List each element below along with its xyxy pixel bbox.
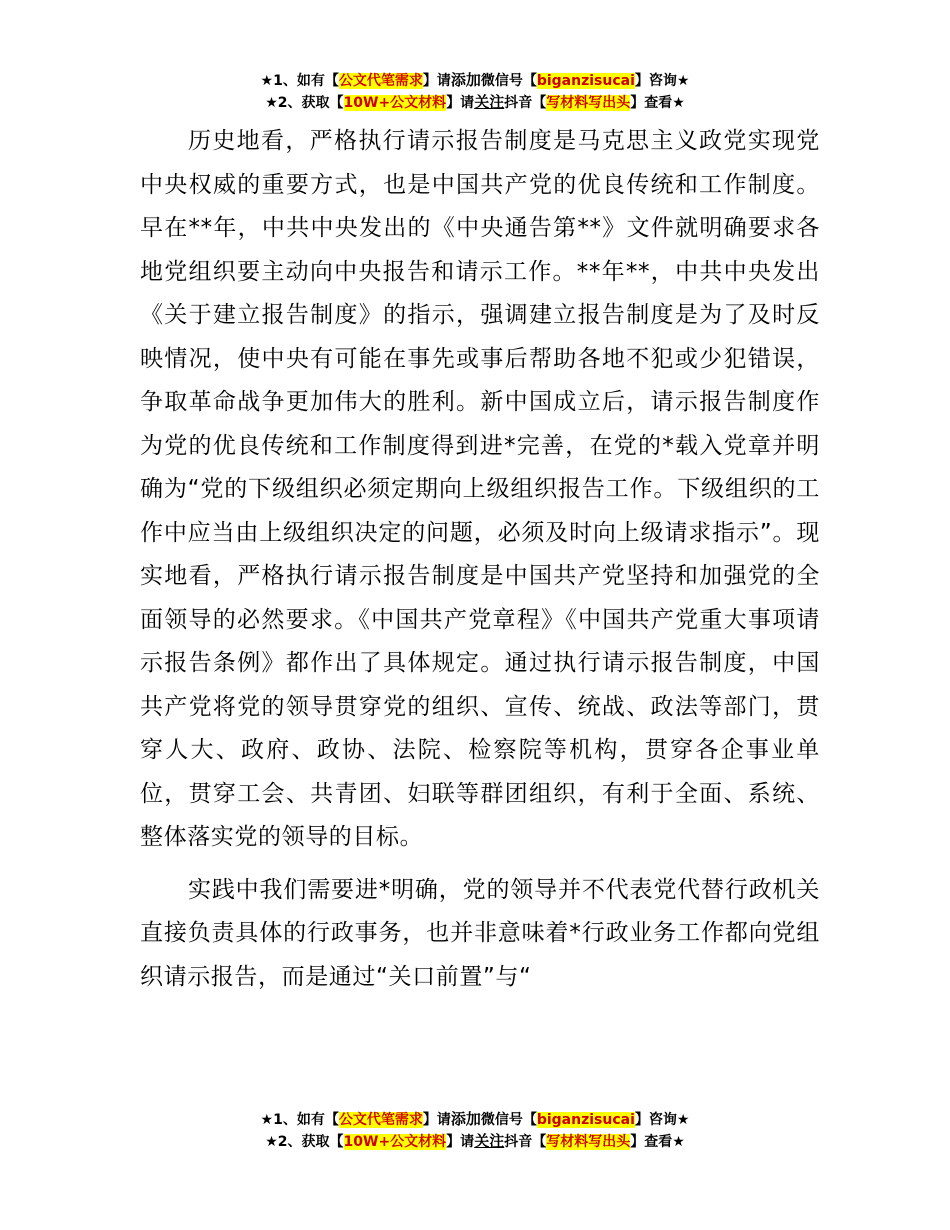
footer-line-1-highlight-wechat-id: biganzisucai (536, 1112, 635, 1128)
footer-line-2-highlight-douyin: 写材料写出头 (546, 1134, 631, 1150)
header-line-1-mid2: 微信号【 (480, 73, 537, 89)
footer-line-2-highlight-materials: 10W+公文材料 (343, 1134, 447, 1150)
header-line-2 (0, 91, 950, 113)
header-line-1 (0, 69, 950, 91)
footer-line-1-emphasis: 添加 (450, 1110, 481, 1128)
footer-line-1-suffix: 】咨询★ (634, 1112, 690, 1128)
header-line-1-highlight-wechat-id: biganzisucai (536, 73, 635, 89)
body-paragraph-1: 历史地看，严格执行请示报告制度是马克思主义政党实现党中央权威的重要方式，也是中国共产党的优良传统和工作制度。早在**年，中共中央发出的《中央通告第**》文件就明确要求各地党组织要主动向中央报告和请示工作。**年**，中共中央发出《关于建立报告制度》的指示，强调建立报告制度是为了及时反映情况，使中央有可能在事先或事后帮助各地不犯或少犯错误，争取革命战争更加伟大的胜利。新中国成立后，请示报告制度作为党的优良传统和工作制度得到进*完善，在党的*载入党章并明确为“党的下级组织必须定期向上级组织报告工作。下级组织的工作中应当由上级组织决定的问题，必须及时向上级请求指示”。现实地看，严格执行请示报告制度是中国共产党坚持和加强党的全面领导的必然要求。《中国共产党章程》《中国共产党重大事项请示报告条例》都作出了具体规定。通过执行请示报告制度，中国共产党将党的领导贯穿党的组织、宣传、统战、政法等部门，贯穿人大、政府、政协、法院、检察院等机构，贯穿各企事业单位，贯穿工会、共青团、妇联等群团组织，有利于全面、系统、整体落实党的领导的目标。 (140, 128, 820, 850)
header-line-2-suffix: 】查看★ (630, 95, 685, 111)
footer-line-2-mid: 】请 (446, 1134, 475, 1150)
header-line-2-mid2: 抖音【 (504, 95, 547, 111)
footer-line-2 (0, 1130, 950, 1152)
footer-line-2-emphasis: 关注 (474, 1132, 505, 1150)
header-line-2-prefix: ★2、获取【 (265, 95, 344, 111)
footer-banner (0, 1108, 950, 1152)
header-line-1-emphasis: 添加 (450, 71, 481, 89)
header-line-2-highlight-materials: 10W+公文材料 (343, 95, 447, 111)
footer-line-1 (0, 1108, 950, 1130)
header-line-2-emphasis: 关注 (474, 93, 505, 111)
header-line-2-mid: 】请 (446, 95, 475, 111)
header-line-2-highlight-douyin: 写材料写出头 (546, 95, 631, 111)
header-line-1-prefix: ★1、如有【 (260, 73, 339, 89)
footer-line-1-mid: 】请 (422, 1112, 451, 1128)
footer-line-2-suffix: 】查看★ (630, 1134, 685, 1150)
footer-line-1-highlight-service: 公文代笔需求 (338, 1112, 423, 1128)
footer-line-1-prefix: ★1、如有【 (260, 1112, 339, 1128)
header-line-1-mid: 】请 (422, 73, 451, 89)
body-paragraph-2: 实践中我们需要进*明确，党的领导并不代表党代替行政机关直接负责具体的行政事务，也并非意味着*行政业务工作都向党组织请示报告，而是通过“关口前置”与“ (140, 876, 820, 990)
footer-line-1-mid2: 微信号【 (480, 1112, 537, 1128)
header-line-1-suffix: 】咨询★ (634, 73, 690, 89)
header-line-1-highlight-service: 公文代笔需求 (338, 73, 423, 89)
header-banner (0, 69, 950, 113)
document-body (140, 120, 820, 999)
footer-line-2-prefix: ★2、获取【 (265, 1134, 344, 1150)
footer-line-2-mid2: 抖音【 (504, 1134, 547, 1150)
